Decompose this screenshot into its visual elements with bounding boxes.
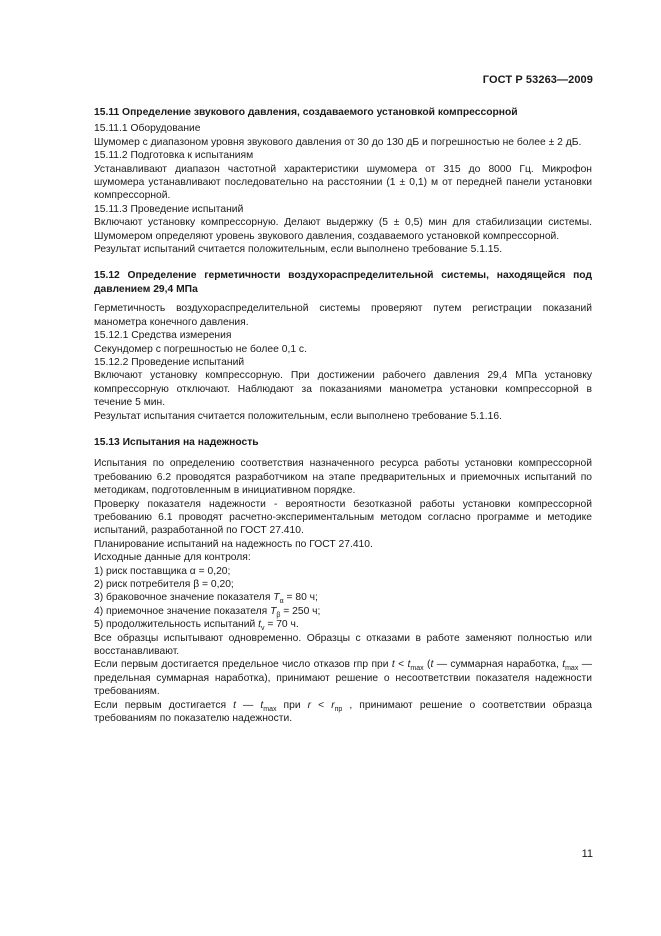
paragraph: Исходные данные для контроля: (94, 552, 251, 564)
paragraph: Планирование испытаний на надежность по ГОСТ 27.410. (94, 538, 373, 550)
paragraph: Включают установку компрессорную. При достижении рабочего давления 29,4 МПа установку компрессорную отключают. Наблюдают за показаниями манометра установки компрессорной в течение 5 мин. (94, 370, 592, 409)
paragraph: Устанавливают диапазон частотной характеристики шумомера от 315 до 8000 Гц. Микрофон шумомера устанавливают последовательно на расстоянии (1 ± 0,1) м от передней панели установки компрессорной. (94, 163, 592, 202)
list-item: 1) риск поставщика α = 0,20; (94, 565, 231, 577)
paragraph: 15.12.2 Проведение испытаний (94, 356, 245, 368)
paragraph: Результат испытаний считается положительным, если выполнено требование 5.1.15. (94, 244, 503, 256)
section-heading-15-12: 15.12 Определение герметичности воздухораспределительной системы, находящейся под давлением 29,4 МПа (94, 270, 592, 295)
section-heading-15-13: 15.13 Испытания на надежность (94, 436, 259, 448)
paragraph: 15.11.3 Проведение испытаний (94, 203, 244, 215)
document-body (94, 106, 592, 725)
paragraph: Если первым достигается предельное число отказов rпр при $t < t_{max}$ (t — суммарная наработка, $t_{max}$ — предельная суммарная наработка), принимают решение о несоответствии показателя надежности требованиям. (94, 659, 592, 698)
list-item: 2) риск потребителя β = 0,20; (94, 579, 234, 590)
paragraph: 15.11.2 Подготовка к испытаниям (94, 150, 254, 162)
list-item: 4) приемочное значение показателя $T_\beta = 250$ ч; (94, 605, 321, 619)
paragraph: Если первым достигается t — $t_{max}$ при $r < r_{пр}$ , принимают решение о соответствии образца требованиям по показателю надежности. (94, 699, 592, 725)
paragraph: Герметичность воздухораспределительной системы проверяют путем регистрации показаний манометра конечного давления. (94, 303, 592, 328)
list-item: 3) браковочное значение показателя $T_\alpha = 80$ ч; (94, 592, 318, 606)
paragraph: Все образцы испытывают одновременно. Образцы с отказами в работе заменяют полностью или восстанавливают. (94, 632, 592, 658)
document-code: ГОСТ Р 53263—2009 (482, 74, 593, 86)
paragraph: Проверку показателя надежности - вероятности безотказной работы установки компрессорной требованию 6.1 проводят расчетно-экспериментальным методом согласно программе и методике испытаний, разработанной по ГОСТ 27.410. (94, 498, 592, 537)
paragraph: Секундомер с погрешностью не более 0,1 с. (94, 343, 307, 355)
paragraph: Испытания по определению соответствия назначенного ресурса работы установки компрессорной требованию 6.2 проводятся разработчиком на этапе предварительных и приемочных испытаний по методикам, подготовленным в инициативном порядке. (94, 458, 592, 497)
page-number: 11 (581, 848, 593, 860)
paragraph: 15.11.1 Оборудование (94, 123, 201, 135)
paragraph: Шумомер с диапазоном уровня звукового давления от 30 до 130 дБ и погрешностью не более ± 2 дБ. (94, 136, 582, 148)
paragraph: 15.12.1 Средства измерения (94, 330, 232, 342)
list-item: 5) продолжительность испытаний $t_v = 70$ ч. (94, 619, 299, 633)
section-heading-15-11: 15.11 Определение звукового давления, создаваемого установкой компрессорной (94, 107, 518, 118)
paragraph: Включают установку компрессорную. Делают выдержку (5 ± 0,5) мин для стабилизации системы. Шумомером определяют уровень звукового давления, создаваемого установкой компрессорной. (94, 217, 592, 242)
paragraph: Результат испытания считается положительным, если выполнено требование 5.1.16. (94, 410, 502, 422)
